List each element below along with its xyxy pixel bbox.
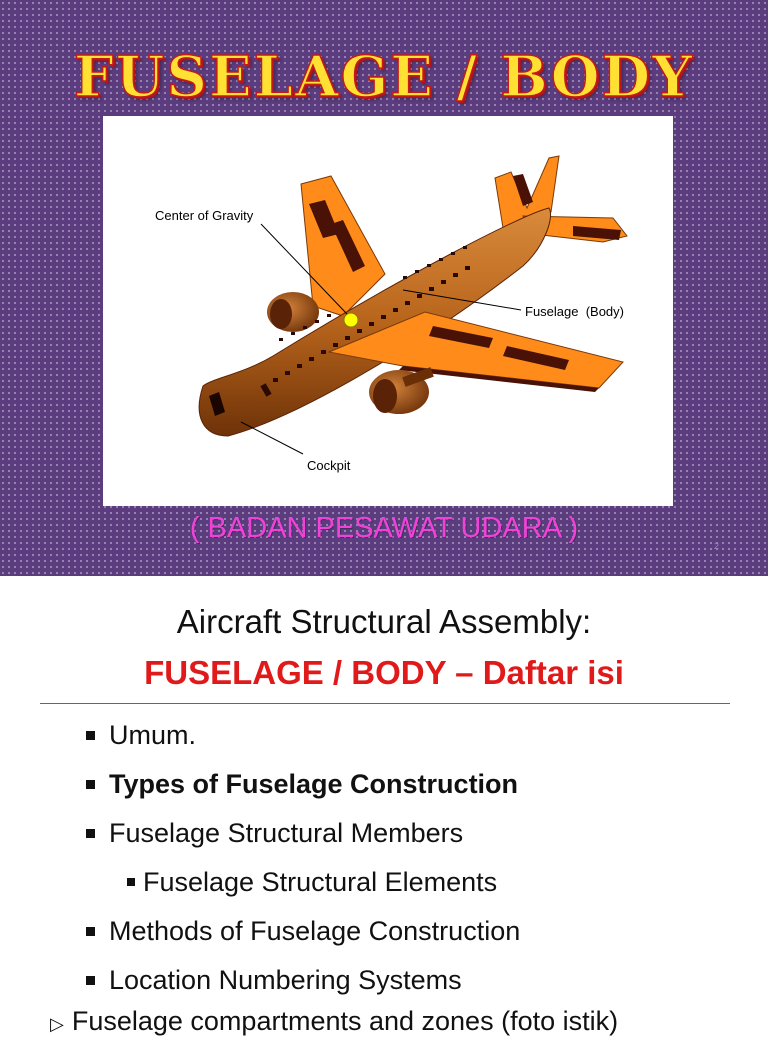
list-subitem: Fuselage Structural Elements	[86, 865, 520, 914]
label-center-of-gravity: Center of Gravity	[155, 208, 254, 223]
airplane-diagram	[103, 116, 673, 506]
airplane-illustration	[103, 116, 673, 506]
label-fuselage: Fuselage (Body)	[525, 304, 624, 319]
contents-list	[86, 718, 520, 1012]
left-wing	[301, 176, 385, 316]
title-divider	[40, 703, 730, 704]
bullet-icon	[86, 976, 95, 985]
bullet-icon	[86, 927, 95, 936]
slide2-heading: FUSELAGE / BODY – Daftar isi	[144, 654, 624, 691]
bullet-icon	[127, 878, 135, 886]
left-engine	[267, 292, 319, 332]
bullet-icon	[86, 829, 95, 838]
slide2-title: Aircraft Structural Assembly:	[176, 603, 592, 640]
list-item: Umum.	[86, 718, 520, 767]
slide-title: FUSELAGE / BODY	[73, 44, 695, 110]
label-cockpit: Cockpit	[307, 458, 351, 473]
bullet-icon	[86, 731, 95, 740]
right-engine	[369, 367, 434, 414]
slide-number: 2	[714, 541, 720, 551]
slide-subtitle: ( BADAN PESAWAT UDARA )	[189, 512, 579, 544]
arrow-list-item: ▷ Fuselage compartments and zones (foto istik)	[50, 1006, 619, 1036]
center-of-gravity-marker	[344, 313, 358, 327]
list-item: Location Numbering Systems	[86, 963, 520, 1012]
list-item: Methods of Fuselage Construction	[86, 914, 520, 963]
arrow-bullet-icon: ▷	[50, 1014, 64, 1034]
bullet-icon	[86, 780, 95, 789]
slide-table-of-contents	[0, 576, 768, 1036]
list-item: Fuselage Structural Members	[86, 816, 520, 865]
list-item: Types of Fuselage Construction	[86, 767, 520, 816]
